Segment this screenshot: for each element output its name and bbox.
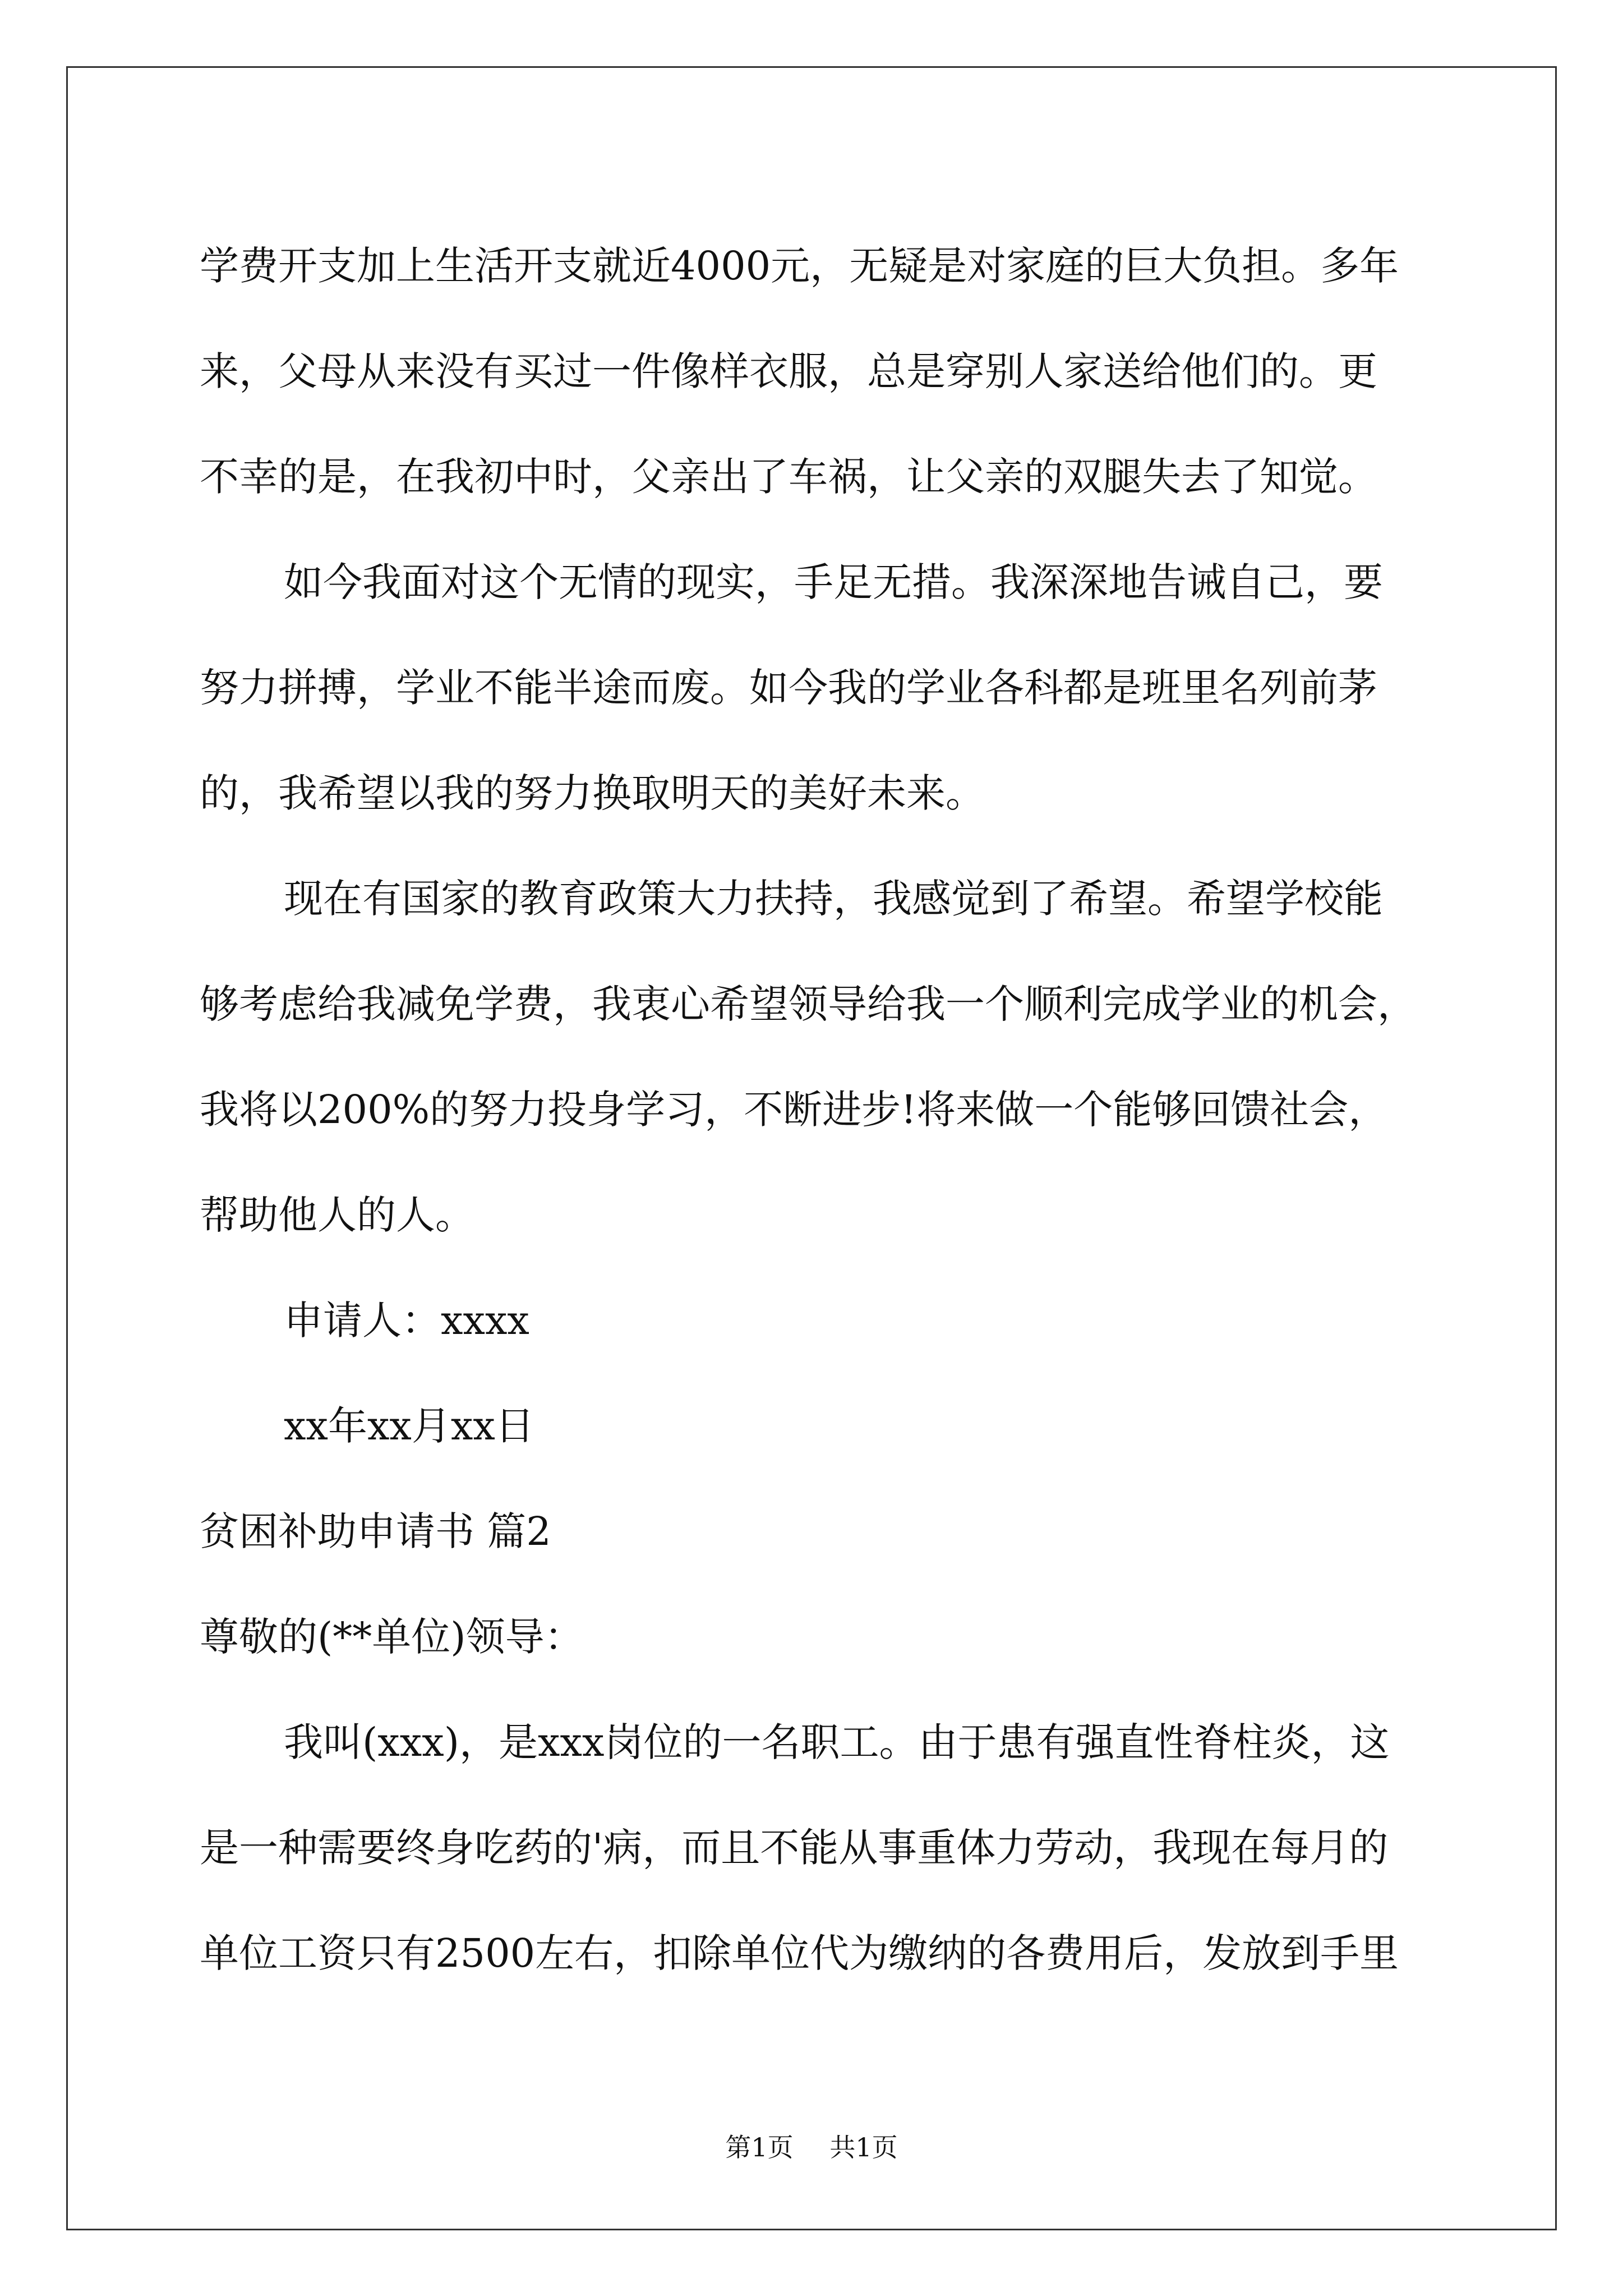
page-total: 共1页 <box>829 2132 898 2162</box>
page-footer <box>0 2131 1623 2164</box>
body-line: 来，父母从来没有买过一件像样衣服，总是穿别人家送给他们的。更 <box>200 348 1377 394</box>
body-line: 现在有国家的教育政策大力扶持，我感觉到了希望。希望学校能 <box>284 876 1383 922</box>
body-line: 够考虑给我减免学费，我衷心希望领导给我一个顺利完成学业的机会， <box>200 981 1417 1027</box>
body-line: 我将以200%的努力投身学习，不断进步!将来做一个能够回馈社会， <box>200 1087 1388 1133</box>
body-line: 如今我面对这个无情的现实，手足无措。我深深地告诫自己，要 <box>284 559 1383 605</box>
body-line: 不幸的是，在我初中时，父亲出了车祸，让父亲的双腿失去了知觉。 <box>200 454 1377 500</box>
body-line: 帮助他人的人。 <box>200 1192 474 1238</box>
applicant-line: 申请人：xxxx <box>284 1297 529 1343</box>
salutation: 尊敬的(**单位)领导： <box>200 1614 584 1660</box>
body-line: 单位工资只有2500左右，扣除单位代为缴纳的各费用后，发放到手里 <box>200 1930 1399 1976</box>
body-line: 我叫(xxx)，是xxx岗位的一名职工。由于患有强直性脊柱炎，这 <box>284 1719 1390 1765</box>
date-line: xx年xx月xx日 <box>284 1403 534 1449</box>
section-title: 贫困补助申请书 篇2 <box>200 1508 551 1554</box>
body-line: 的，我希望以我的努力换取明天的美好未来。 <box>200 770 985 816</box>
body-line: 是一种需要终身吃药的'病，而且不能从事重体力劳动，我现在每月的 <box>200 1825 1389 1871</box>
document-body <box>200 213 1433 2006</box>
body-line: 学费开支加上生活开支就近4000元，无疑是对家庭的巨大负担。多年 <box>200 243 1399 289</box>
page-number: 第1页 <box>725 2132 794 2162</box>
body-line: 努力拼搏，学业不能半途而废。如今我的学业各科都是班里名列前茅 <box>200 665 1377 711</box>
